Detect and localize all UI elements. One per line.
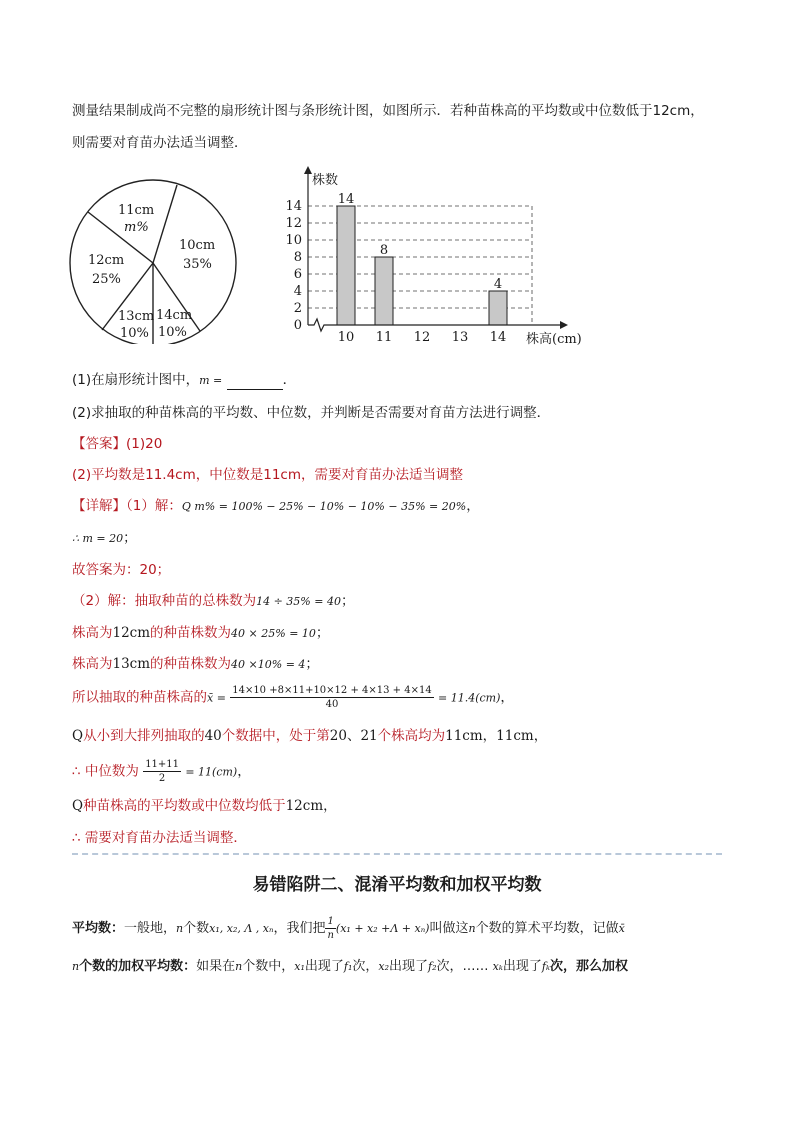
detail-l10-c: ， bbox=[323, 798, 337, 814]
def-w-f2: f₂ bbox=[428, 960, 437, 973]
detail-l8-c: 20、21 bbox=[329, 728, 378, 744]
def-w-c2: 出现了 bbox=[389, 959, 429, 974]
detail-line-3: 故答案为：20； bbox=[72, 562, 171, 578]
def-w-f: 次，那么加权 bbox=[549, 959, 628, 974]
def-avg-n: n bbox=[176, 922, 184, 935]
intro-line-1: 测量结果制成尚不完整的扇形统计图与条形统计图，如图所示．若种苗株高的平均数或中位数低于12cm， bbox=[72, 103, 704, 119]
def-w-x1: x₁ bbox=[294, 960, 305, 973]
pie-label-10-pct: 35% bbox=[183, 257, 212, 272]
def-w-x2: x₂ bbox=[378, 960, 389, 973]
detail-l8-e: 11cm，11cm bbox=[445, 728, 534, 744]
detail-l6-mid: 13cm bbox=[112, 656, 151, 672]
pie-chart bbox=[66, 172, 246, 344]
def-avg-e: 个数的算术平均数，记做 bbox=[475, 921, 619, 936]
def-w-c3: 出现了 bbox=[502, 959, 542, 974]
detail-line-9 bbox=[72, 758, 251, 785]
def-w-n2: n bbox=[235, 960, 243, 973]
detail-line-6 bbox=[72, 655, 319, 674]
detail-l5-mid: 12cm bbox=[112, 625, 151, 641]
detail-l2-suffix: ； bbox=[123, 530, 137, 546]
detail-l9-denominator: 2 bbox=[158, 773, 166, 784]
intro-line-2: 则需要对育苗办法适当调整． bbox=[72, 135, 248, 151]
def-average bbox=[72, 915, 625, 942]
pie-label-12-pct: 25% bbox=[92, 272, 121, 287]
question-2: (2)求抽取的种苗株高的平均数、中位数，并判断是否需要对育苗方法进行调整． bbox=[72, 405, 551, 421]
y-axis-arrow bbox=[304, 166, 312, 174]
y-tick-4: 4 bbox=[293, 284, 302, 299]
answer-1: (1)20 bbox=[126, 436, 163, 452]
detail-l10-a: 种苗株高的平均数或中位数均低于 bbox=[83, 798, 286, 814]
y-tick-2: 2 bbox=[293, 301, 302, 316]
def-weighted bbox=[72, 958, 628, 976]
x-tick-11: 11 bbox=[375, 330, 393, 345]
detail-l7-result: = 11.4(cm) bbox=[437, 691, 501, 705]
def-avg-xbar: x̄ bbox=[618, 922, 625, 935]
detail-l9-c: ， bbox=[237, 763, 251, 780]
detail-l1-suffix: ， bbox=[466, 498, 480, 514]
pie-label-11-pct: m% bbox=[124, 220, 149, 235]
q1-var: m = bbox=[199, 374, 223, 387]
def-avg-sum: (x₁ + x₂ +Λ + xₙ) bbox=[335, 922, 430, 935]
x-tick-14: 14 bbox=[489, 330, 507, 345]
pie-label-12-height: 12cm bbox=[88, 253, 125, 268]
detail-l6-suffix: ； bbox=[305, 656, 319, 672]
y-tick-10: 10 bbox=[285, 233, 302, 248]
def-w-label: 个数的加权平均数： bbox=[79, 959, 197, 974]
detail-l5-suffix: ； bbox=[315, 625, 330, 641]
q1-blank bbox=[227, 375, 283, 390]
detail-l4-suffix: ； bbox=[340, 593, 355, 609]
x-tick-12: 12 bbox=[413, 330, 431, 345]
axis-break bbox=[308, 319, 328, 331]
detail-l6-prefix: 株高为 bbox=[72, 656, 113, 672]
pie-label-11-height: 11cm bbox=[118, 203, 155, 218]
detail-l7-var: x̄ = bbox=[207, 691, 226, 705]
detail-l9-a: ∴ 中位数为 bbox=[72, 763, 139, 780]
def-w-xk: xₖ bbox=[492, 960, 503, 973]
detail-l8-b: 个数据中，处于第 bbox=[221, 728, 330, 744]
def-w-n: n bbox=[72, 960, 80, 973]
def-w-fk: fₖ bbox=[541, 960, 550, 973]
answer-tag: 【答案】 bbox=[72, 436, 126, 452]
detail-l1-prefix: （1）解： bbox=[126, 498, 182, 514]
y-tick-12: 12 bbox=[285, 216, 302, 231]
answer-line-1 bbox=[72, 435, 162, 453]
detail-l5-prefix: 株高为 bbox=[72, 625, 113, 641]
y-tick-6: 6 bbox=[293, 267, 302, 282]
bar-14 bbox=[489, 291, 507, 325]
detail-l5-math: 40 × 25% = 10 bbox=[231, 627, 316, 640]
pie-label-10-height: 10cm bbox=[179, 238, 216, 253]
def-w-e: 次，…… bbox=[436, 959, 493, 974]
detail-line-2 bbox=[72, 529, 137, 548]
question-1 bbox=[72, 371, 296, 390]
def-w-d1: 次， bbox=[352, 959, 379, 974]
y-tick-8: 8 bbox=[293, 250, 302, 265]
detail-l9-b: = 11(cm) bbox=[185, 765, 238, 779]
detail-line-7 bbox=[72, 684, 514, 711]
def-w-f1: f₁ bbox=[343, 960, 353, 973]
detail-l5-text: 的种苗株数为 bbox=[150, 625, 232, 641]
bar-chart bbox=[280, 160, 600, 352]
detail-l4-prefix: （2）解：抽取种苗的总株数为 bbox=[72, 593, 257, 609]
def-avg-b: 个数 bbox=[183, 921, 210, 936]
section-divider bbox=[72, 853, 722, 855]
def-w-a: 如果在 bbox=[196, 959, 236, 974]
detail-l7-denominator: 40 bbox=[325, 699, 339, 710]
bar-11 bbox=[375, 257, 393, 325]
bar-10 bbox=[337, 206, 355, 325]
detail-l8-n: 40 bbox=[204, 728, 222, 744]
bar-label-10: 14 bbox=[337, 192, 355, 207]
detail-l10-b: 12cm bbox=[285, 798, 324, 814]
def-avg-label: 平均数： bbox=[72, 921, 125, 936]
detail-l1-math: Q m% = 100% − 25% − 10% − 10% − 35% = 20% bbox=[181, 500, 467, 513]
detail-l6-text: 的种苗株数为 bbox=[150, 656, 232, 672]
detail-line-8 bbox=[72, 727, 547, 745]
pie-label-14-height: 14cm bbox=[156, 308, 193, 323]
detail-l8-since: Q bbox=[72, 728, 84, 744]
x-tick-13: 13 bbox=[451, 330, 469, 345]
detail-line-1 bbox=[72, 497, 480, 516]
detail-l9-numerator: 11+11 bbox=[145, 759, 180, 770]
detail-l7-numerator: 14×10 +8×11+10×12 + 4×13 + 4×14 bbox=[232, 685, 432, 696]
detail-line-11: ∴ 需要对育苗办法适当调整． bbox=[72, 830, 247, 846]
def-avg-d: 叫做这 bbox=[429, 921, 469, 936]
def-avg-a: 一般地， bbox=[124, 921, 177, 936]
bar-label-11: 8 bbox=[379, 243, 389, 258]
detail-tag: 【详解】 bbox=[72, 498, 126, 514]
def-w-b: 个数中， bbox=[242, 959, 295, 974]
detail-l10-since: Q bbox=[72, 798, 84, 814]
detail-l7-suffix: ， bbox=[500, 689, 514, 706]
y-tick-14: 14 bbox=[285, 199, 302, 214]
def-avg-c: ，我们把 bbox=[273, 921, 326, 936]
y-axis-title: 株数 bbox=[312, 173, 339, 188]
pie-label-14-pct: 10% bbox=[158, 325, 187, 340]
x-axis-arrow bbox=[560, 321, 568, 329]
pie-label-13-height: 13cm bbox=[118, 309, 155, 324]
y-tick-0: 0 bbox=[293, 318, 302, 333]
detail-l8-d: 个株高均为 bbox=[377, 728, 446, 744]
section-title: 易错陷阱二、混淆平均数和加权平均数 bbox=[252, 875, 542, 895]
q1-prefix: (1)在扇形统计图中， bbox=[72, 372, 200, 388]
x-axis-title: 株高(cm) bbox=[526, 332, 582, 347]
def-avg-fden: n bbox=[327, 930, 334, 941]
def-w-c1: 出现了 bbox=[304, 959, 344, 974]
detail-line-4 bbox=[72, 592, 354, 611]
detail-l8-f: ， bbox=[533, 728, 548, 744]
pie-label-13-pct: 10% bbox=[120, 326, 149, 341]
def-avg-fnum: 1 bbox=[325, 915, 335, 929]
answer-line-2: (2)平均数是11.4cm，中位数是11cm，需要对育苗办法适当调整 bbox=[72, 467, 464, 483]
detail-l8-a: 从小到大排列抽取的 bbox=[83, 728, 205, 744]
q1-suffix: ． bbox=[282, 372, 297, 388]
def-avg-fraction bbox=[325, 915, 335, 942]
bar-label-14: 4 bbox=[493, 277, 503, 292]
detail-line-5 bbox=[72, 624, 329, 643]
detail-l4-math: 14 ÷ 35% = 40 bbox=[256, 595, 341, 608]
def-avg-xs: x₁, x₂, Λ , xₙ bbox=[209, 922, 274, 935]
def-avg-n2: n bbox=[468, 922, 476, 935]
detail-l6-math: 40 ×10% = 4 bbox=[231, 658, 306, 671]
detail-l2-math: ∴ m = 20 bbox=[72, 532, 124, 545]
detail-l7-fraction bbox=[230, 684, 433, 711]
detail-l9-fraction bbox=[143, 758, 181, 785]
detail-line-10 bbox=[72, 797, 337, 815]
x-tick-10: 10 bbox=[337, 330, 355, 345]
detail-l7-prefix: 所以抽取的种苗株高的 bbox=[72, 689, 207, 706]
